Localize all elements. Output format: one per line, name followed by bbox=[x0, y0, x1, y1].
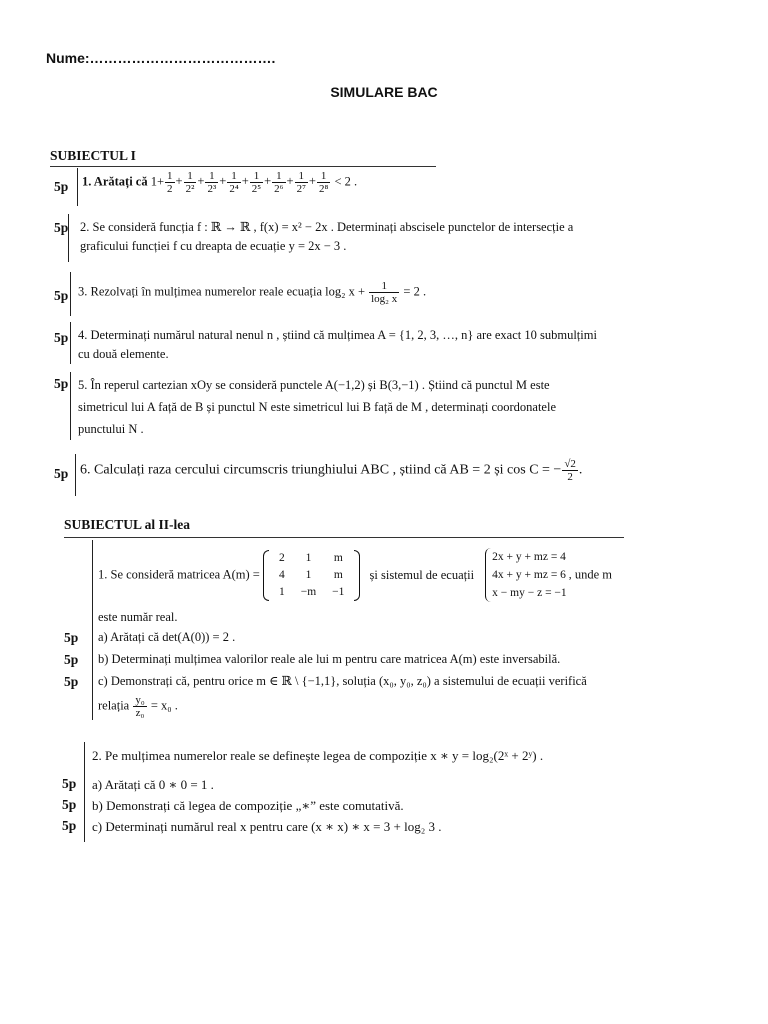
fraction-term: $\frac{1}{\text{2⁴}}$ bbox=[229, 170, 239, 195]
matrix-cell: m bbox=[333, 568, 343, 581]
problem-1-intro bbox=[98, 548, 612, 602]
points-label: 5p bbox=[54, 220, 69, 235]
question-3-fraction: $\frac{1}{\text{log₂ x}}$ bbox=[371, 280, 398, 305]
fraction-term: $\frac{1}{\text{2³}}$ bbox=[207, 170, 217, 195]
question-1-lhs: 1+ bbox=[150, 174, 165, 189]
points-label: 5p bbox=[54, 179, 69, 194]
question-bar bbox=[70, 372, 71, 440]
fraction-term: $\frac{1}{\text{2²}}$ bbox=[185, 170, 195, 195]
plus-sign: + bbox=[264, 174, 272, 189]
matrix-row bbox=[271, 567, 352, 584]
problem-1-line-2: este număr real. bbox=[98, 610, 178, 624]
question-bar bbox=[77, 168, 78, 206]
student-name-field: Nume:…………………………………. bbox=[46, 50, 276, 66]
section-heading-subiect-2: SUBIECTUL al II-lea bbox=[64, 517, 191, 532]
question-4-line-1: 4. Determinați numărul natural nenul n , știind că mulțimea A = {1, 2, 3, …, n} are exact 10 submulțimi bbox=[78, 328, 597, 342]
problem-1-mid-text: și sistemul de ecuații bbox=[369, 567, 475, 582]
question-1 bbox=[82, 170, 357, 195]
points-label: 5p bbox=[54, 288, 69, 303]
question-6-text: 6. Calculați raza cercului circumscris triunghiului ABC , știind că AB = 2 și cos C = − bbox=[80, 462, 562, 478]
points-label: 5p bbox=[62, 776, 77, 791]
problem-2-intro: 2. Pe mulțimea numerelor reale se definește legea de compoziție x ∗ y = log₂(2ˣ + 2ʸ) . bbox=[92, 748, 544, 763]
matrix-cell: −m bbox=[300, 585, 317, 598]
points-label: 5p bbox=[62, 818, 77, 833]
question-1-rhs: < 2 . bbox=[334, 174, 358, 189]
question-4 bbox=[78, 326, 638, 364]
problem-2-part-a: a) Arătați că 0 ∗ 0 = 1 . bbox=[92, 777, 214, 792]
problem-2-part-b: b) Demonstrați că legea de compoziție „∗” este comutativă. bbox=[92, 798, 404, 813]
fraction-term: $\frac{1}{2}$ bbox=[167, 170, 173, 195]
equation-system bbox=[485, 548, 572, 602]
question-bar bbox=[68, 214, 69, 262]
question-1-fractions bbox=[164, 170, 331, 195]
problem-1-bar bbox=[92, 540, 93, 720]
problem-2-bar bbox=[84, 742, 85, 842]
system-equation: 4x + y + mz = 6 , bbox=[492, 569, 572, 581]
system-equation: x − my − z = −1 bbox=[492, 587, 567, 599]
section-divider bbox=[64, 537, 624, 538]
question-3 bbox=[78, 280, 426, 305]
matrix-cell: −1 bbox=[332, 585, 345, 598]
question-5-line-1: 5. În reperul cartezian xOy se consideră punctele A(−1,2) și B(3,−1) . Știind că punctul M este bbox=[78, 378, 550, 392]
matrix-cell: 1 bbox=[278, 585, 285, 598]
points-label: 5p bbox=[54, 466, 69, 481]
matrix-cell: 4 bbox=[278, 568, 285, 581]
points-label: 5p bbox=[64, 652, 79, 667]
problem-1-part-b: b) Determinați mulțimea valorilor reale ale lui m pentru care matricea A(m) este inversabilă. bbox=[98, 652, 561, 666]
plus-sign: + bbox=[286, 174, 294, 189]
relation-fraction: $\frac{\text{y₀}}{\text{z₀}}$ bbox=[135, 694, 145, 719]
points-label: 5p bbox=[54, 376, 69, 391]
problem-2-part-c: c) Determinați numărul real x pentru care (x ∗ x) ∗ x = 3 + log₂ 3 . bbox=[92, 819, 442, 834]
question-bar bbox=[75, 454, 76, 496]
matrix-cell: 1 bbox=[305, 568, 312, 581]
matrix-a-of-m bbox=[263, 550, 360, 601]
matrix-cell: m bbox=[333, 551, 343, 564]
points-label: 5p bbox=[62, 797, 77, 812]
question-bar bbox=[70, 272, 71, 316]
plus-sign: + bbox=[241, 174, 249, 189]
question-4-line-2: cu două elemente. bbox=[78, 347, 169, 361]
plus-sign: + bbox=[175, 174, 183, 189]
question-2-line-1: 2. Se consideră funcția f : ℝ → ℝ , f(x) = x² − 2x . Determinați abscisele punctelor de intersecție a bbox=[80, 220, 574, 234]
page-title: SIMULARE BAC bbox=[330, 84, 438, 100]
question-1-label: 1. Arătați că bbox=[82, 174, 148, 189]
problem-1-part-c: c) Demonstrați că, pentru orice m ∈ ℝ \ {−1,1}, soluția (x₀, y₀, z₀) a sistemului de ecuații verifică bbox=[98, 674, 587, 688]
fraction-term: $\frac{1}{\text{2⁸}}$ bbox=[318, 170, 329, 195]
matrix-cell: 1 bbox=[305, 551, 312, 564]
plus-sign: + bbox=[219, 174, 227, 189]
question-2 bbox=[80, 218, 640, 256]
section-heading-subiect-1: SUBIECTUL I bbox=[50, 148, 136, 163]
problem-1-part-c-relation: relația $\frac{\text{y₀}}{\text{z₀}}$ = x₀ . bbox=[98, 694, 178, 719]
problem-1-after-system: unde m bbox=[574, 567, 612, 582]
matrix-table bbox=[271, 550, 352, 601]
question-2-line-2: graficului funcției f cu dreapta de ecuație y = 2x − 3 . bbox=[80, 239, 347, 253]
problem-1-part-a: a) Arătați că det(A(0)) = 2 . bbox=[98, 630, 236, 644]
question-6 bbox=[80, 458, 582, 483]
question-5-line-2: simetricul lui A față de B și punctul N este simetricul lui B față de M , determinați coordonatele bbox=[78, 400, 557, 414]
section-divider bbox=[50, 166, 436, 167]
matrix-row bbox=[271, 550, 352, 567]
points-label: 5p bbox=[64, 630, 79, 645]
matrix-row bbox=[271, 584, 352, 601]
fraction-term: $\frac{1}{\text{2⁷}}$ bbox=[296, 170, 306, 195]
points-label: 5p bbox=[54, 330, 69, 345]
question-3-text: 3. Rezolvați în mulțimea numerelor reale ecuația log₂ x + bbox=[78, 284, 365, 299]
question-5-line-3: punctului N . bbox=[78, 422, 144, 436]
question-6-fraction: $\frac{√2}{2}$ bbox=[564, 458, 576, 483]
fraction-term: $\frac{1}{\text{2⁵}}$ bbox=[251, 170, 262, 195]
system-equation: 2x + y + mz = 4 bbox=[492, 551, 566, 563]
plus-sign: + bbox=[197, 174, 205, 189]
question-5 bbox=[78, 374, 638, 440]
fraction-term: $\frac{1}{\text{2⁶}}$ bbox=[274, 170, 284, 195]
question-3-rhs: = 2 . bbox=[403, 284, 427, 299]
question-bar bbox=[70, 322, 71, 364]
question-6-end: . bbox=[578, 462, 583, 478]
matrix-cell: 2 bbox=[278, 551, 285, 564]
plus-sign: + bbox=[308, 174, 316, 189]
problem-1-text: 1. Se consideră matricea A(m) = bbox=[98, 567, 260, 582]
points-label: 5p bbox=[64, 674, 79, 689]
